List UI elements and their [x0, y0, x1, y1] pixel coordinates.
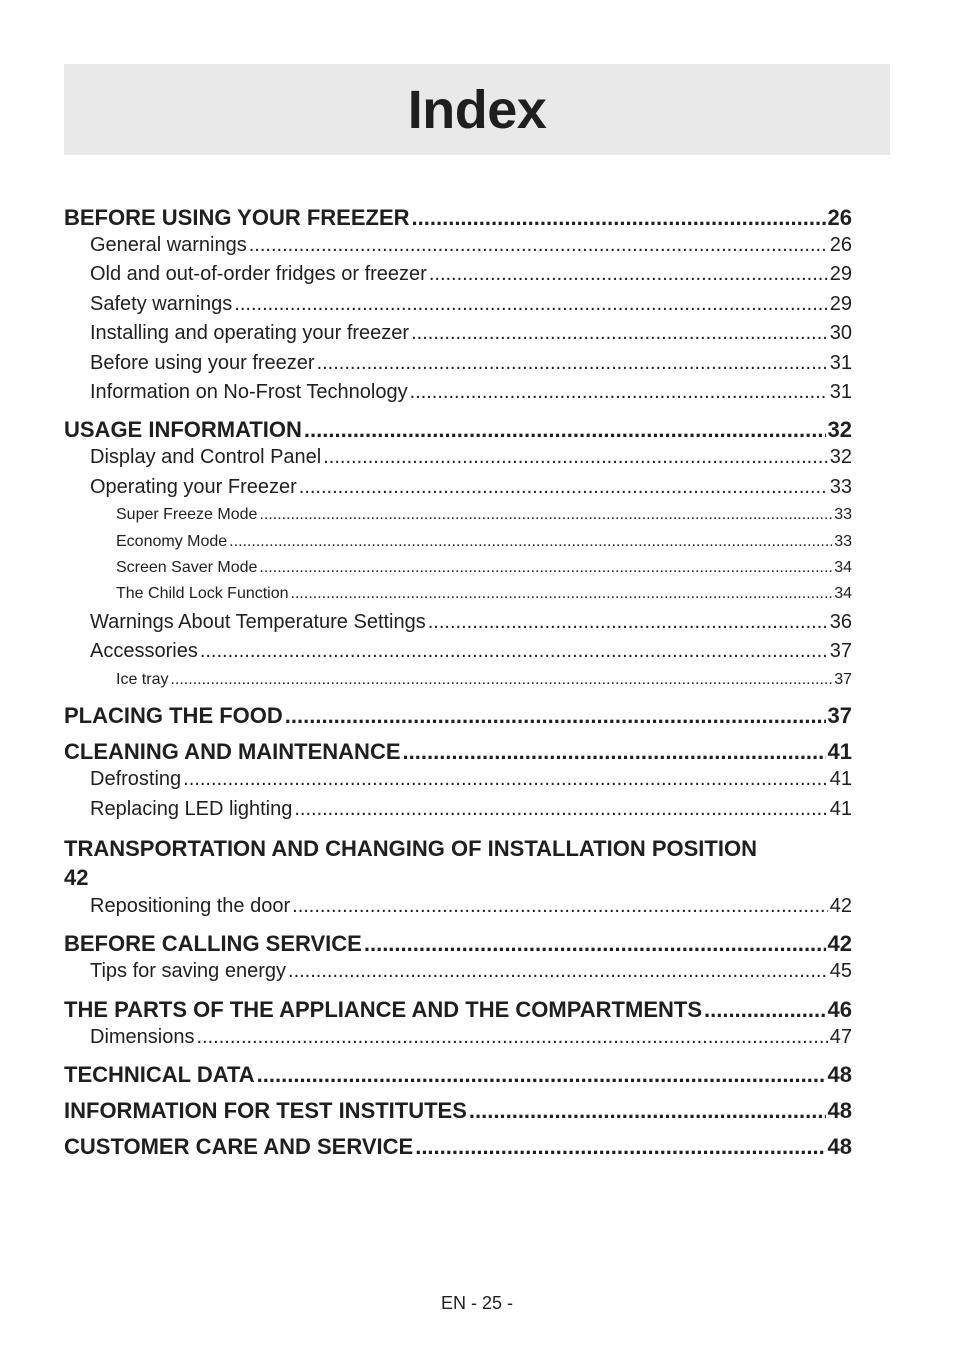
toc-entry[interactable] [64, 502, 852, 528]
dot-leader [249, 231, 828, 260]
toc-entry[interactable] [64, 892, 852, 921]
dot-leader [294, 795, 827, 824]
toc-entry[interactable] [64, 1023, 852, 1052]
toc-entry[interactable] [64, 349, 852, 378]
toc-entry[interactable] [64, 667, 852, 693]
dot-leader [428, 608, 828, 637]
toc-entry-page: 29 [829, 292, 852, 315]
toc-entry-page: 48 [827, 1134, 852, 1160]
toc-entry[interactable] [64, 608, 852, 637]
toc-entry-label: Replacing LED lighting [90, 797, 293, 820]
toc-entry-page: 26 [829, 234, 852, 256]
dot-leader [292, 892, 828, 921]
toc-entry-page: 29 [829, 263, 852, 286]
toc-entry[interactable] [64, 795, 852, 824]
toc-entry[interactable] [64, 739, 852, 765]
toc-entry[interactable] [64, 765, 852, 794]
page-title: Index [407, 79, 547, 140]
toc-entry[interactable] [64, 529, 852, 555]
dot-leader [288, 957, 828, 986]
toc-entry-label: TECHNICAL DATA [64, 1062, 255, 1088]
toc-entry-page: 41 [829, 768, 852, 791]
toc-entry-page: 46 [827, 996, 852, 1022]
title-band [64, 64, 890, 155]
toc-entry-label: Dimensions [90, 1025, 195, 1048]
dot-leader [257, 1062, 826, 1088]
toc-entry-label: Ice tray [116, 670, 169, 688]
table-of-contents [64, 205, 852, 1160]
toc-entry-label: Economy Mode [116, 532, 228, 550]
toc-entry-page: 42 [827, 931, 852, 957]
toc-entry-page: 32 [827, 417, 852, 443]
toc-entry-page: 32 [829, 446, 852, 469]
toc-entry-label: CLEANING AND MAINTENANCE [64, 739, 401, 765]
toc-entry-label: TRANSPORTATION AND CHANGING OF INSTALLATION POSITION [64, 835, 757, 861]
toc-entry[interactable] [64, 417, 852, 443]
dot-leader [234, 290, 827, 319]
dot-leader [285, 703, 826, 729]
toc-entry[interactable] [64, 443, 852, 472]
toc-entry-label: THE PARTS OF THE APPLIANCE AND THE COMPARTMENTS [64, 996, 702, 1022]
toc-entry-label: CUSTOMER CARE AND SERVICE [64, 1134, 414, 1160]
dot-leader [259, 502, 832, 528]
toc-entry-label: BEFORE USING YOUR FREEZER [64, 205, 410, 230]
dot-leader [410, 378, 828, 407]
toc-entry[interactable] [64, 931, 852, 957]
dot-leader [229, 529, 832, 555]
page-number: EN - 25 - [440, 1293, 514, 1313]
toc-entry[interactable] [64, 581, 852, 607]
toc-entry-label: PLACING THE FOOD [64, 703, 283, 729]
toc-entry-page: 37 [834, 670, 852, 688]
toc-entry-page: 33 [829, 475, 852, 498]
toc-entry-page: 36 [829, 610, 852, 633]
dot-leader [183, 765, 828, 794]
toc-entry-label: Before using your freezer [90, 351, 315, 374]
toc-entry[interactable] [64, 205, 852, 231]
dot-leader [304, 417, 826, 443]
dot-leader [317, 349, 828, 378]
toc-entry-page: 48 [827, 1062, 852, 1088]
toc-entry-page: 34 [834, 585, 852, 603]
toc-entry-page: 41 [827, 739, 852, 765]
dot-leader [196, 1023, 827, 1052]
toc-entry[interactable] [64, 637, 852, 666]
toc-entry[interactable] [64, 1062, 852, 1088]
toc-entry-page: 26 [827, 205, 852, 230]
toc-entry[interactable] [64, 260, 852, 289]
toc-entry-label: Super Freeze Mode [116, 506, 258, 524]
toc-entry-label: Warnings About Temperature Settings [90, 610, 426, 633]
toc-entry-page: 34 [834, 559, 852, 577]
toc-entry-page: 31 [829, 381, 852, 404]
toc-entry[interactable] [64, 1098, 852, 1124]
toc-entry[interactable] [64, 319, 852, 348]
toc-entry-label: Operating your Freezer [90, 475, 297, 498]
toc-entry-label: Installing and operating your freezer [90, 322, 410, 345]
dot-leader [299, 473, 828, 502]
toc-entry-label: Old and out-of-order fridges or freezer [90, 263, 427, 286]
toc-entry[interactable] [64, 1134, 852, 1160]
dot-leader [704, 997, 826, 1023]
toc-entry-page: 42 [829, 894, 852, 917]
toc-entry-label: USAGE INFORMATION [64, 417, 302, 443]
toc-entry-label: Accessories [90, 640, 198, 663]
dot-leader [429, 260, 828, 289]
toc-entry-page: 41 [829, 797, 852, 820]
toc-entry[interactable] [64, 957, 852, 986]
toc-entry-label: Safety warnings [90, 292, 233, 315]
toc-entry-label: Defrosting [90, 768, 182, 791]
dot-leader [469, 1098, 826, 1124]
toc-entry-label: Tips for saving energy [90, 960, 287, 983]
dot-leader [200, 637, 828, 666]
dot-leader [415, 1134, 825, 1160]
dot-leader [364, 931, 826, 957]
toc-entry-label: Screen Saver Mode [116, 559, 258, 577]
toc-entry-page: 37 [827, 703, 852, 729]
dot-leader [323, 443, 828, 472]
toc-entry-page: 42 [64, 864, 89, 890]
toc-entry[interactable] [64, 473, 852, 502]
toc-entry-page: 33 [834, 532, 852, 550]
dot-leader [403, 739, 826, 765]
toc-entry-page: 30 [829, 322, 852, 345]
dot-leader [170, 667, 832, 693]
dot-leader [411, 319, 828, 348]
toc-entry-label: Display and Control Panel [90, 446, 322, 469]
dot-leader [291, 581, 833, 607]
toc-entry-page: 48 [827, 1098, 852, 1124]
toc-entry-label: Information on No-Frost Technology [90, 381, 408, 404]
toc-entry-page: 47 [829, 1025, 852, 1048]
dot-leader [412, 205, 826, 231]
toc-entry-label: General warnings [90, 234, 247, 256]
toc-entry-label: The Child Lock Function [116, 585, 289, 603]
toc-entry[interactable] [64, 555, 852, 581]
toc-entry-label: INFORMATION FOR TEST INSTITUTES [64, 1098, 467, 1124]
toc-entry[interactable] [64, 834, 852, 892]
toc-entry[interactable] [64, 231, 852, 260]
toc-entry-page: 37 [829, 640, 852, 663]
toc-entry-page: 33 [834, 506, 852, 524]
dot-leader [259, 555, 832, 581]
toc-entry[interactable] [64, 290, 852, 319]
toc-entry-page: 31 [829, 351, 852, 374]
toc-entry[interactable] [64, 703, 852, 729]
toc-entry[interactable] [64, 378, 852, 407]
toc-entry-page: 45 [829, 960, 852, 983]
toc-entry[interactable] [64, 997, 852, 1023]
toc-entry-label: BEFORE CALLING SERVICE [64, 931, 362, 957]
toc-entry-label: Repositioning the door [90, 894, 291, 917]
